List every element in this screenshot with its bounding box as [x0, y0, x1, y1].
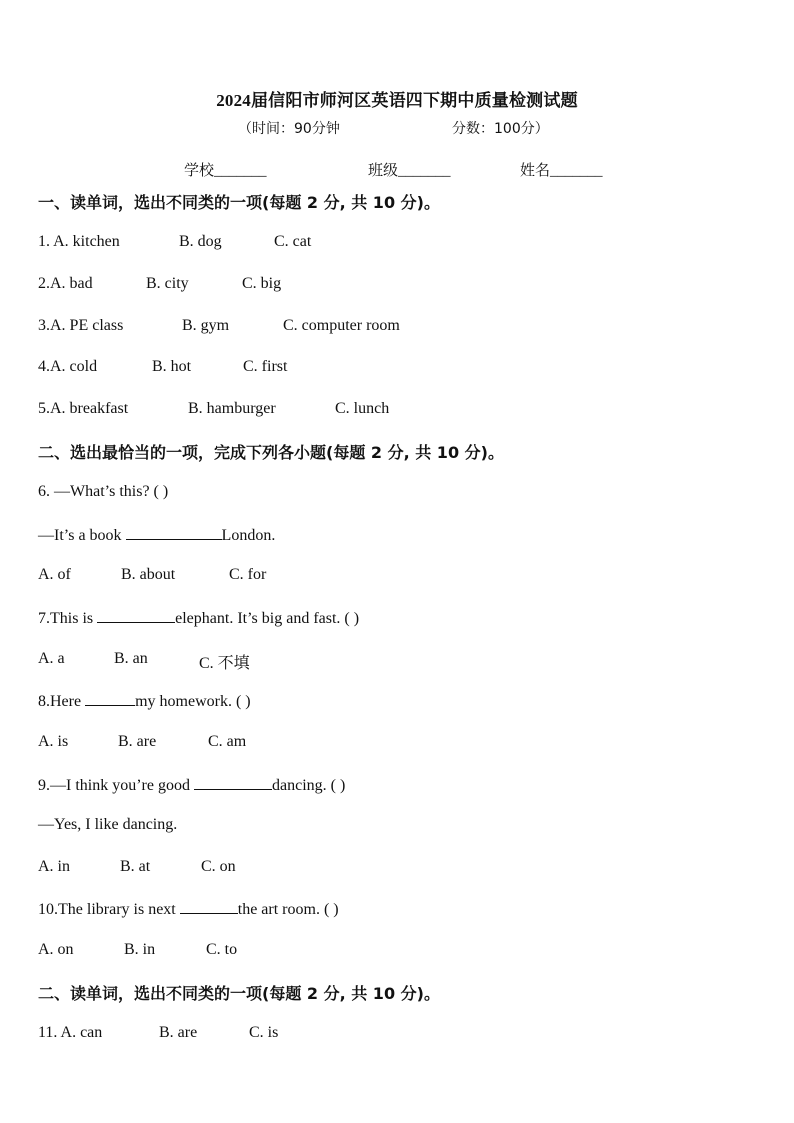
- q6-text-after-blank: London.: [221, 527, 276, 544]
- section-heading-1: 一、读单词，选出不同类的一项(每题 2 分, 共 10 分)。: [38, 193, 440, 212]
- q7-option-b: B. an: [114, 650, 148, 667]
- q5-option-c: C. lunch: [335, 400, 390, 417]
- q9-text-after-blank: dancing. ( ): [271, 777, 346, 794]
- q9-line-2: —Yes, I like dancing.: [38, 816, 178, 833]
- q9-option-a: A. in: [38, 858, 70, 875]
- q6-line-2: [38, 525, 275, 545]
- q2-option-b: B. city: [146, 275, 189, 292]
- name-field: 姓名_______: [520, 163, 603, 179]
- answer-blank: [126, 525, 222, 540]
- q7-option-c: C. 不填: [199, 655, 250, 672]
- q6-stem: 6. —What’s this? ( ): [38, 483, 169, 500]
- q9-option-c: C. on: [201, 858, 236, 875]
- q2-option-c: C. big: [242, 275, 282, 292]
- question-2: [38, 275, 93, 293]
- q10-text-after-blank: the art room. ( ): [237, 901, 339, 918]
- q3-option-a: 3.A. PE class: [38, 317, 124, 334]
- answer-blank: [180, 899, 238, 914]
- question-3: [38, 317, 123, 335]
- answer-blank: [194, 775, 272, 790]
- q8-stem: [38, 691, 251, 711]
- q1-option-b: B. dog: [179, 233, 222, 250]
- q11-option-a: 11. A. can: [38, 1024, 103, 1041]
- class-field: 班级_______: [368, 163, 451, 179]
- q3-option-b: B. gym: [182, 317, 230, 334]
- q6-option-b: B. about: [121, 566, 176, 583]
- q9-text-before-blank: 9.—I think you’re good: [38, 777, 190, 794]
- q6-text-before-blank: —It’s a book: [38, 527, 122, 544]
- q10-text-before-blank: 10.The library is next: [38, 901, 176, 918]
- exam-time: （时间：90分钟: [238, 121, 340, 137]
- q8-option-c: C. am: [208, 733, 247, 750]
- q5-option-a: 5.A. breakfast: [38, 400, 129, 417]
- q4-option-a: 4.A. cold: [38, 358, 98, 375]
- school-field: 学校_______: [184, 163, 267, 179]
- question-4: [38, 358, 97, 376]
- q1-option-c: C. cat: [274, 233, 312, 250]
- exam-score: 分数：100分）: [452, 121, 549, 137]
- q10-option-a: A. on: [38, 941, 74, 958]
- q7-option-a: A. a: [38, 650, 65, 667]
- q8-text-after-blank: my homework. ( ): [135, 693, 251, 710]
- q5-option-b: B. hamburger: [188, 400, 276, 417]
- q11-option-b: B. are: [159, 1024, 198, 1041]
- answer-blank: [97, 608, 175, 623]
- q7-text-after-blank: elephant. It’s big and fast. ( ): [175, 610, 360, 627]
- section-heading-3: 二、读单词，选出不同类的一项(每题 2 分, 共 10 分)。: [38, 984, 440, 1003]
- section-heading-2: 二、选出最恰当的一项，完成下列各小题(每题 2 分, 共 10 分)。: [38, 443, 504, 462]
- q8-option-b: B. are: [118, 733, 157, 750]
- q7-stem: [38, 608, 359, 628]
- q1-option-a: 1. A. kitchen: [38, 233, 120, 250]
- q6-option-a: A. of: [38, 566, 71, 583]
- q9-stem: [38, 775, 345, 795]
- q4-option-c: C. first: [243, 358, 288, 375]
- exam-title: 2024届信阳市师河区英语四下期中质量检测试题: [216, 91, 578, 110]
- q11-option-c: C. is: [249, 1024, 279, 1041]
- question-1: [38, 233, 120, 251]
- question-5: [38, 400, 128, 418]
- q10-stem: [38, 899, 339, 919]
- q2-option-a: 2.A. bad: [38, 275, 93, 292]
- q4-option-b: B. hot: [152, 358, 192, 375]
- question-11: [38, 1024, 102, 1042]
- q7-text-before-blank: 7.This is: [38, 610, 94, 627]
- answer-blank: [85, 691, 135, 706]
- q10-option-c: C. to: [206, 941, 238, 958]
- q8-text-before-blank: 8.Here: [38, 693, 82, 710]
- q10-option-b: B. in: [124, 941, 156, 958]
- q6-option-c: C. for: [229, 566, 267, 583]
- q9-option-b: B. at: [120, 858, 151, 875]
- q8-option-a: A. is: [38, 733, 69, 750]
- q3-option-c: C. computer room: [283, 317, 400, 334]
